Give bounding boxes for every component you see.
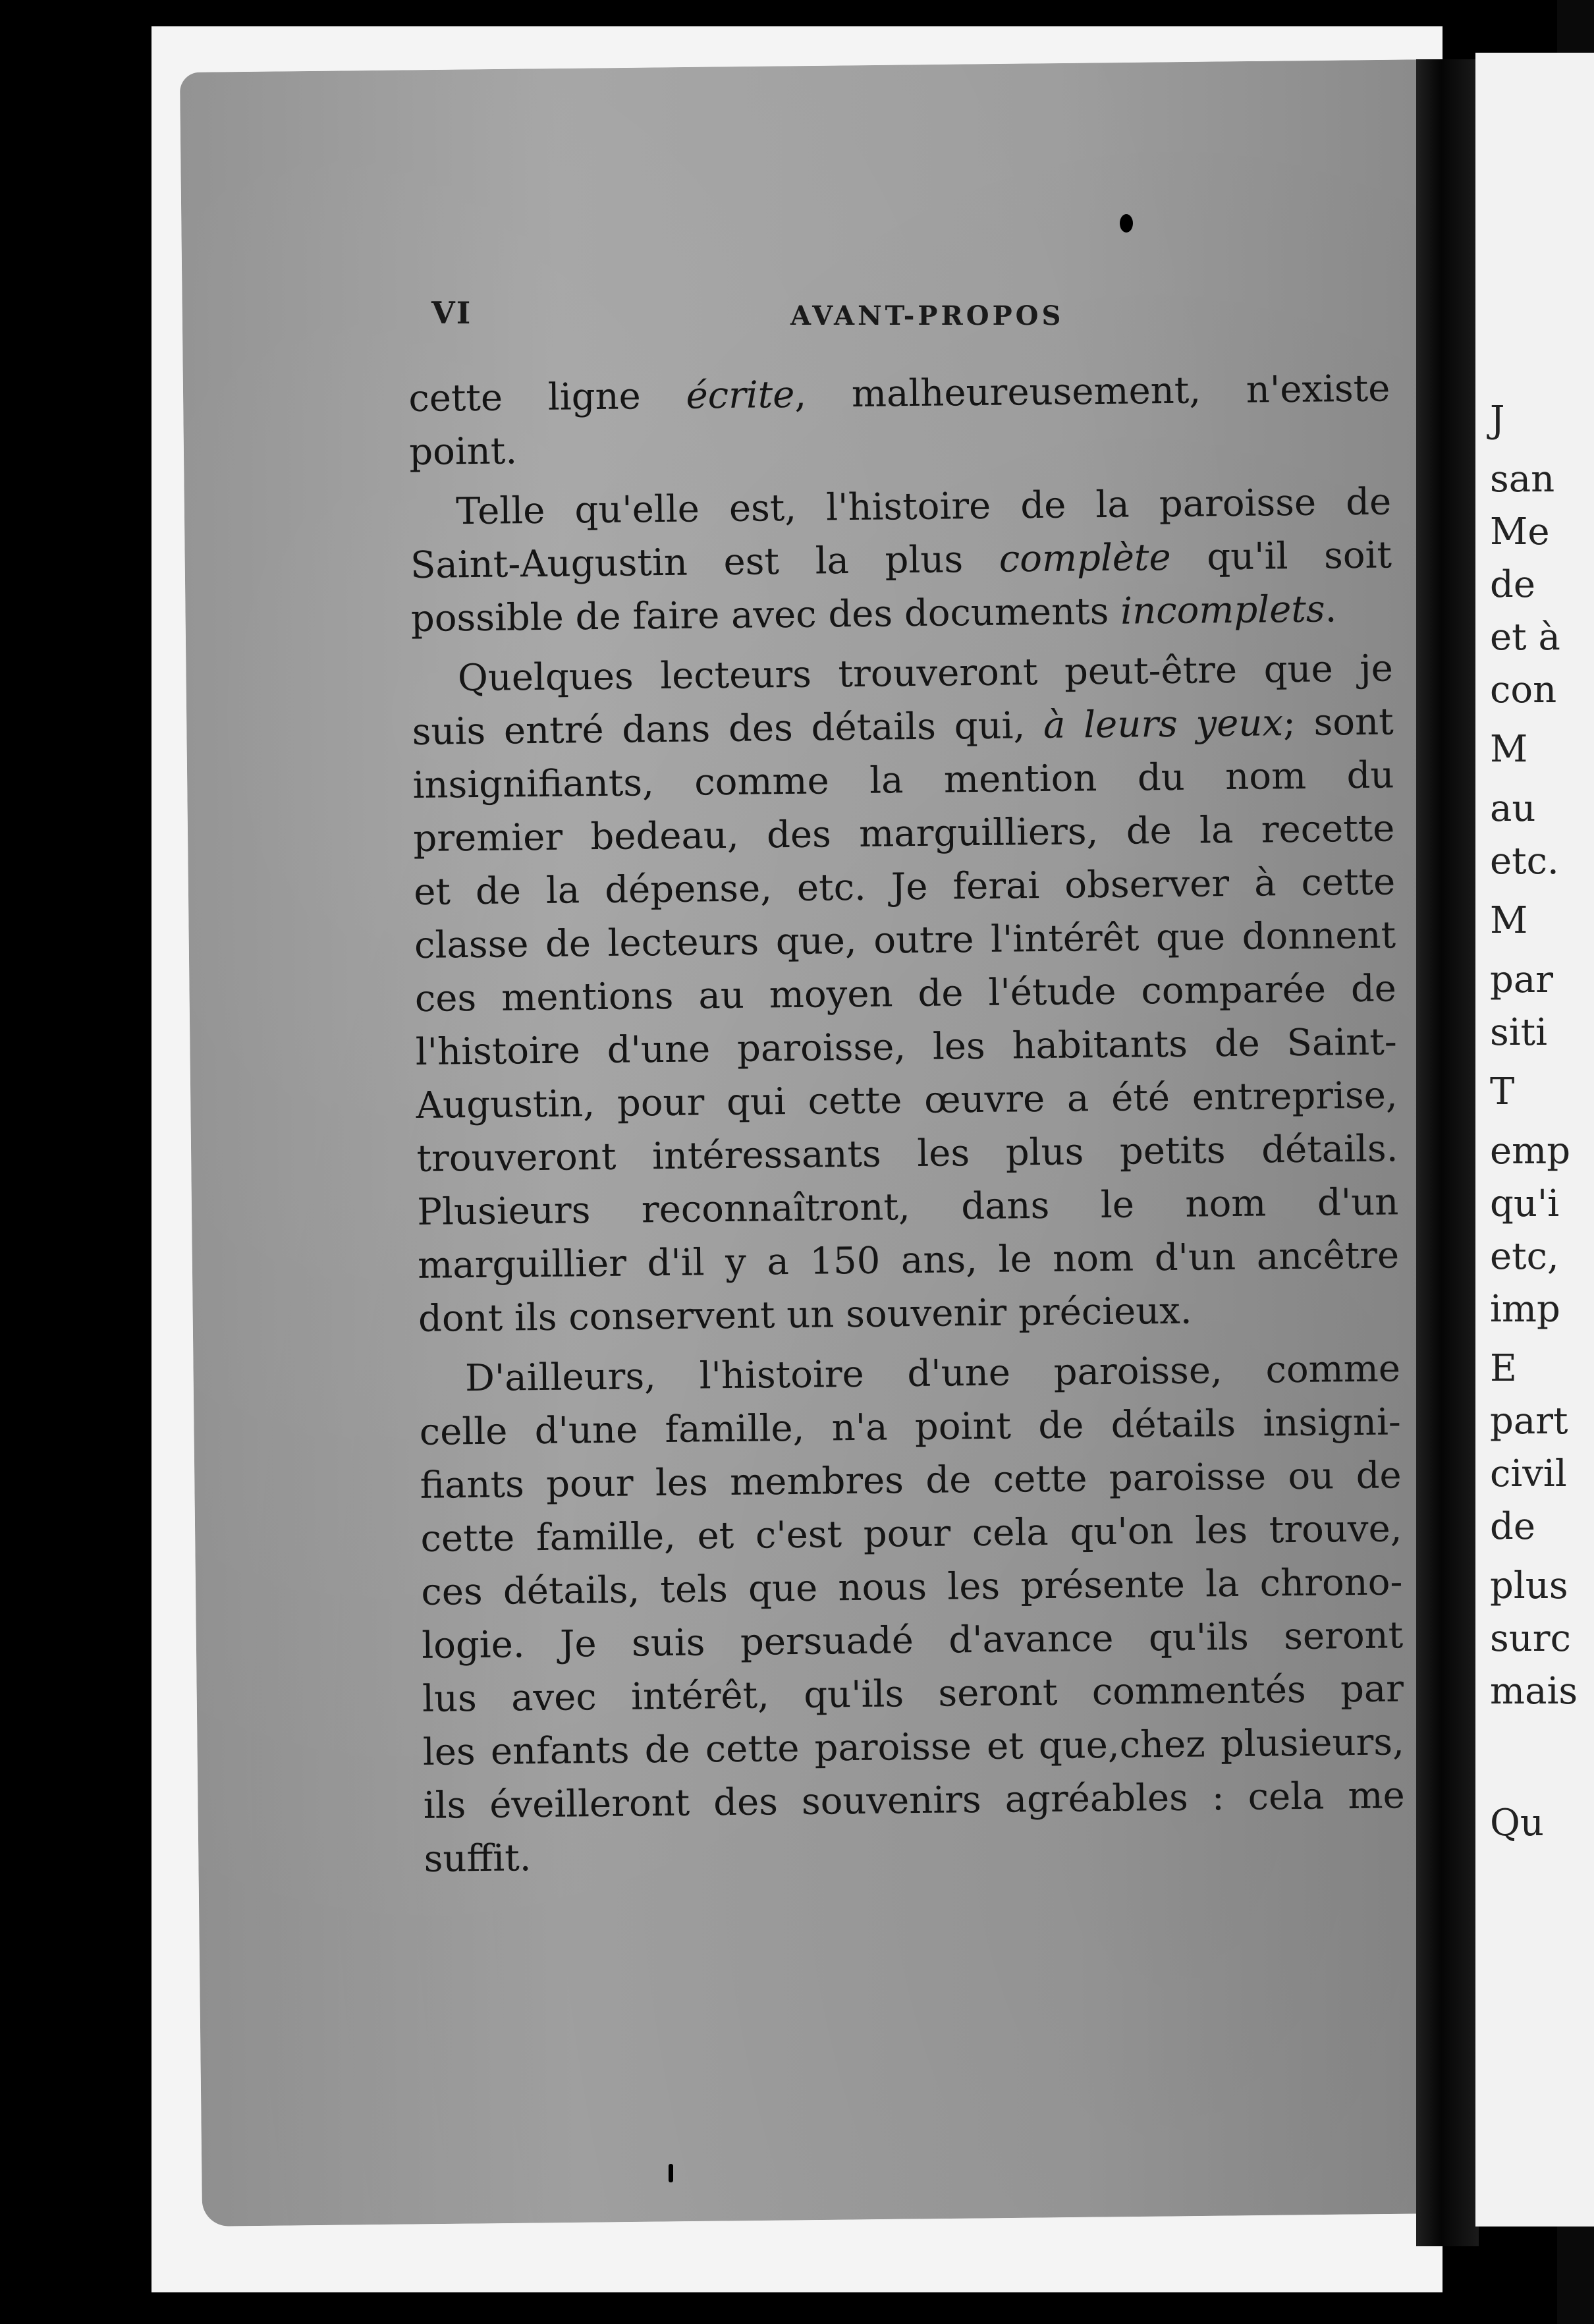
text-run: point. <box>408 429 518 474</box>
book-gutter <box>1416 59 1479 2246</box>
facing-text-fragment: E <box>1490 1347 1517 1390</box>
italic-run: incomplets <box>1120 588 1325 633</box>
text-run: suffit. <box>424 1837 532 1881</box>
italic-run: complète <box>999 536 1171 581</box>
text-line <box>409 415 1391 479</box>
text-run: ces détails, tels que nous les présente la chrono- <box>421 1561 1403 1614</box>
text-line <box>412 695 1394 759</box>
text-run: possible de faire avec des documents <box>410 590 1121 640</box>
facing-text-fragment: con <box>1490 669 1557 711</box>
text-run: l'histoire d'une paroisse, les habitants de Saint- <box>415 1020 1398 1074</box>
facing-text-fragment: par <box>1490 958 1554 1001</box>
text-run: lus avec intérêt, qu'ils seront commentés par <box>422 1667 1404 1721</box>
text-run: fiants pour les membres de cette paroisse ou de <box>420 1454 1402 1507</box>
text-run: ils éveilleront des souvenirs agréables : cela me <box>423 1774 1406 1827</box>
facing-text-fragment: de <box>1490 1505 1535 1548</box>
text-run: classe de lecteurs que, outre l'intérêt que donnent <box>414 914 1396 967</box>
running-title: AVANT-PROPOS <box>790 300 1064 331</box>
ink-speck <box>669 2164 673 2182</box>
text-run: et de la dépense, etc. Je ferai observer à cette <box>413 860 1396 914</box>
facing-text-fragment: M <box>1490 899 1528 942</box>
text-line <box>424 1822 1406 1886</box>
italic-run: à leurs yeux <box>1043 702 1284 747</box>
facing-text-fragment: emp <box>1490 1130 1571 1173</box>
text-line <box>411 642 1393 706</box>
text-run: insignifiants, comme la mention du nom du <box>412 754 1394 807</box>
text-run: premier bedeau, des marguilliers, de la recette <box>413 807 1395 860</box>
text-run: . <box>1325 588 1337 631</box>
text-run: Plusieurs reconnaîtront, dans le nom d'un <box>417 1180 1399 1234</box>
text-line <box>410 475 1392 539</box>
ink-speck <box>1120 214 1133 233</box>
facing-text-fragment: au <box>1490 787 1536 830</box>
facing-text-fragment: M <box>1490 728 1528 771</box>
text-line <box>415 962 1397 1026</box>
text-line <box>412 748 1394 812</box>
facing-text-fragment: Me <box>1490 511 1550 553</box>
facing-text-fragment: qu'i <box>1490 1182 1560 1225</box>
text-line <box>418 1282 1400 1346</box>
text-run: Quelques lecteurs trouveront peut-être que je <box>457 647 1394 700</box>
text-run: Augustin, pour qui cette œuvre a été entreprise, <box>416 1074 1398 1127</box>
text-run: Telle qu'elle est, l'histoire de la paroisse de <box>455 480 1392 534</box>
paragraph <box>411 642 1400 1346</box>
text-run: cette famille, et c'est pour cela qu'on les trouve, <box>420 1507 1402 1561</box>
text-line <box>414 855 1396 919</box>
facing-text-fragment: Qu <box>1490 1802 1544 1844</box>
text-run: cette ligne <box>408 374 686 420</box>
facing-text-fragment: J <box>1490 399 1505 441</box>
text-run: ces mentions au moyen de l'étude comparée de <box>414 967 1397 1020</box>
text-line <box>423 1715 1405 1779</box>
facing-text-fragment: mais <box>1490 1670 1578 1713</box>
facing-text-fragment: de <box>1490 563 1535 606</box>
paragraph <box>408 362 1391 479</box>
facing-text-fragment: part <box>1490 1400 1568 1443</box>
text-line <box>417 1175 1399 1239</box>
text-line <box>419 1395 1401 1459</box>
facing-text-fragment: siti <box>1490 1011 1548 1054</box>
text-line <box>408 362 1390 426</box>
text-line <box>416 1068 1398 1132</box>
text-line <box>418 1229 1400 1292</box>
paragraph <box>410 475 1392 646</box>
facing-text-fragment: T <box>1490 1070 1515 1113</box>
text-line <box>420 1449 1402 1512</box>
text-run: , malheureusement, n'existe <box>794 367 1390 416</box>
facing-text-fragment: etc, <box>1490 1235 1559 1278</box>
facing-text-fragment: san <box>1490 458 1555 501</box>
text-line <box>419 1342 1401 1406</box>
text-line <box>416 1122 1398 1186</box>
text-run: Saint-Augustin est la plus <box>410 538 1000 587</box>
text-line <box>415 1015 1397 1079</box>
paragraph <box>419 1342 1406 1886</box>
text-run: ; sont <box>1282 700 1394 745</box>
italic-run: écrite <box>686 373 795 418</box>
text-line <box>420 1502 1402 1566</box>
text-run: marguillier d'il y a 150 ans, le nom d'un ancêtre <box>417 1234 1400 1287</box>
facing-text-fragment: civil <box>1490 1452 1567 1495</box>
text-line <box>414 908 1396 972</box>
facing-text-fragment: etc. <box>1490 840 1559 883</box>
facing-text-fragment: surc <box>1490 1617 1571 1660</box>
text-line <box>410 528 1392 592</box>
text-run: logie. Je suis persuadé d'avance qu'ils seront <box>421 1614 1404 1667</box>
text-line <box>413 802 1395 866</box>
text-line <box>421 1555 1403 1619</box>
facing-text-fragment: plus <box>1490 1564 1568 1607</box>
text-line <box>423 1769 1405 1833</box>
text-run: dont ils conservent un souvenir précieux. <box>418 1289 1192 1341</box>
text-run: qu'il soit <box>1170 534 1392 579</box>
facing-text-fragment: et à <box>1490 616 1560 659</box>
text-run: celle d'une famille, n'a point de détails insigni- <box>419 1400 1402 1454</box>
text-run: suis entré dans des détails qui, <box>412 704 1044 754</box>
facing-text-fragment: imp <box>1490 1288 1560 1331</box>
text-line <box>422 1662 1404 1726</box>
body-text <box>408 362 1406 1892</box>
page-folio: VI <box>431 295 472 331</box>
text-line <box>422 1609 1404 1673</box>
text-run: les enfants de cette paroisse et que,chez plusieurs, <box>422 1721 1405 1774</box>
text-run: trouveront intéressants les plus petits détails. <box>416 1127 1398 1180</box>
text-run: D'ailleurs, l'histoire d'une paroisse, comme <box>464 1347 1401 1400</box>
text-line <box>410 582 1392 646</box>
